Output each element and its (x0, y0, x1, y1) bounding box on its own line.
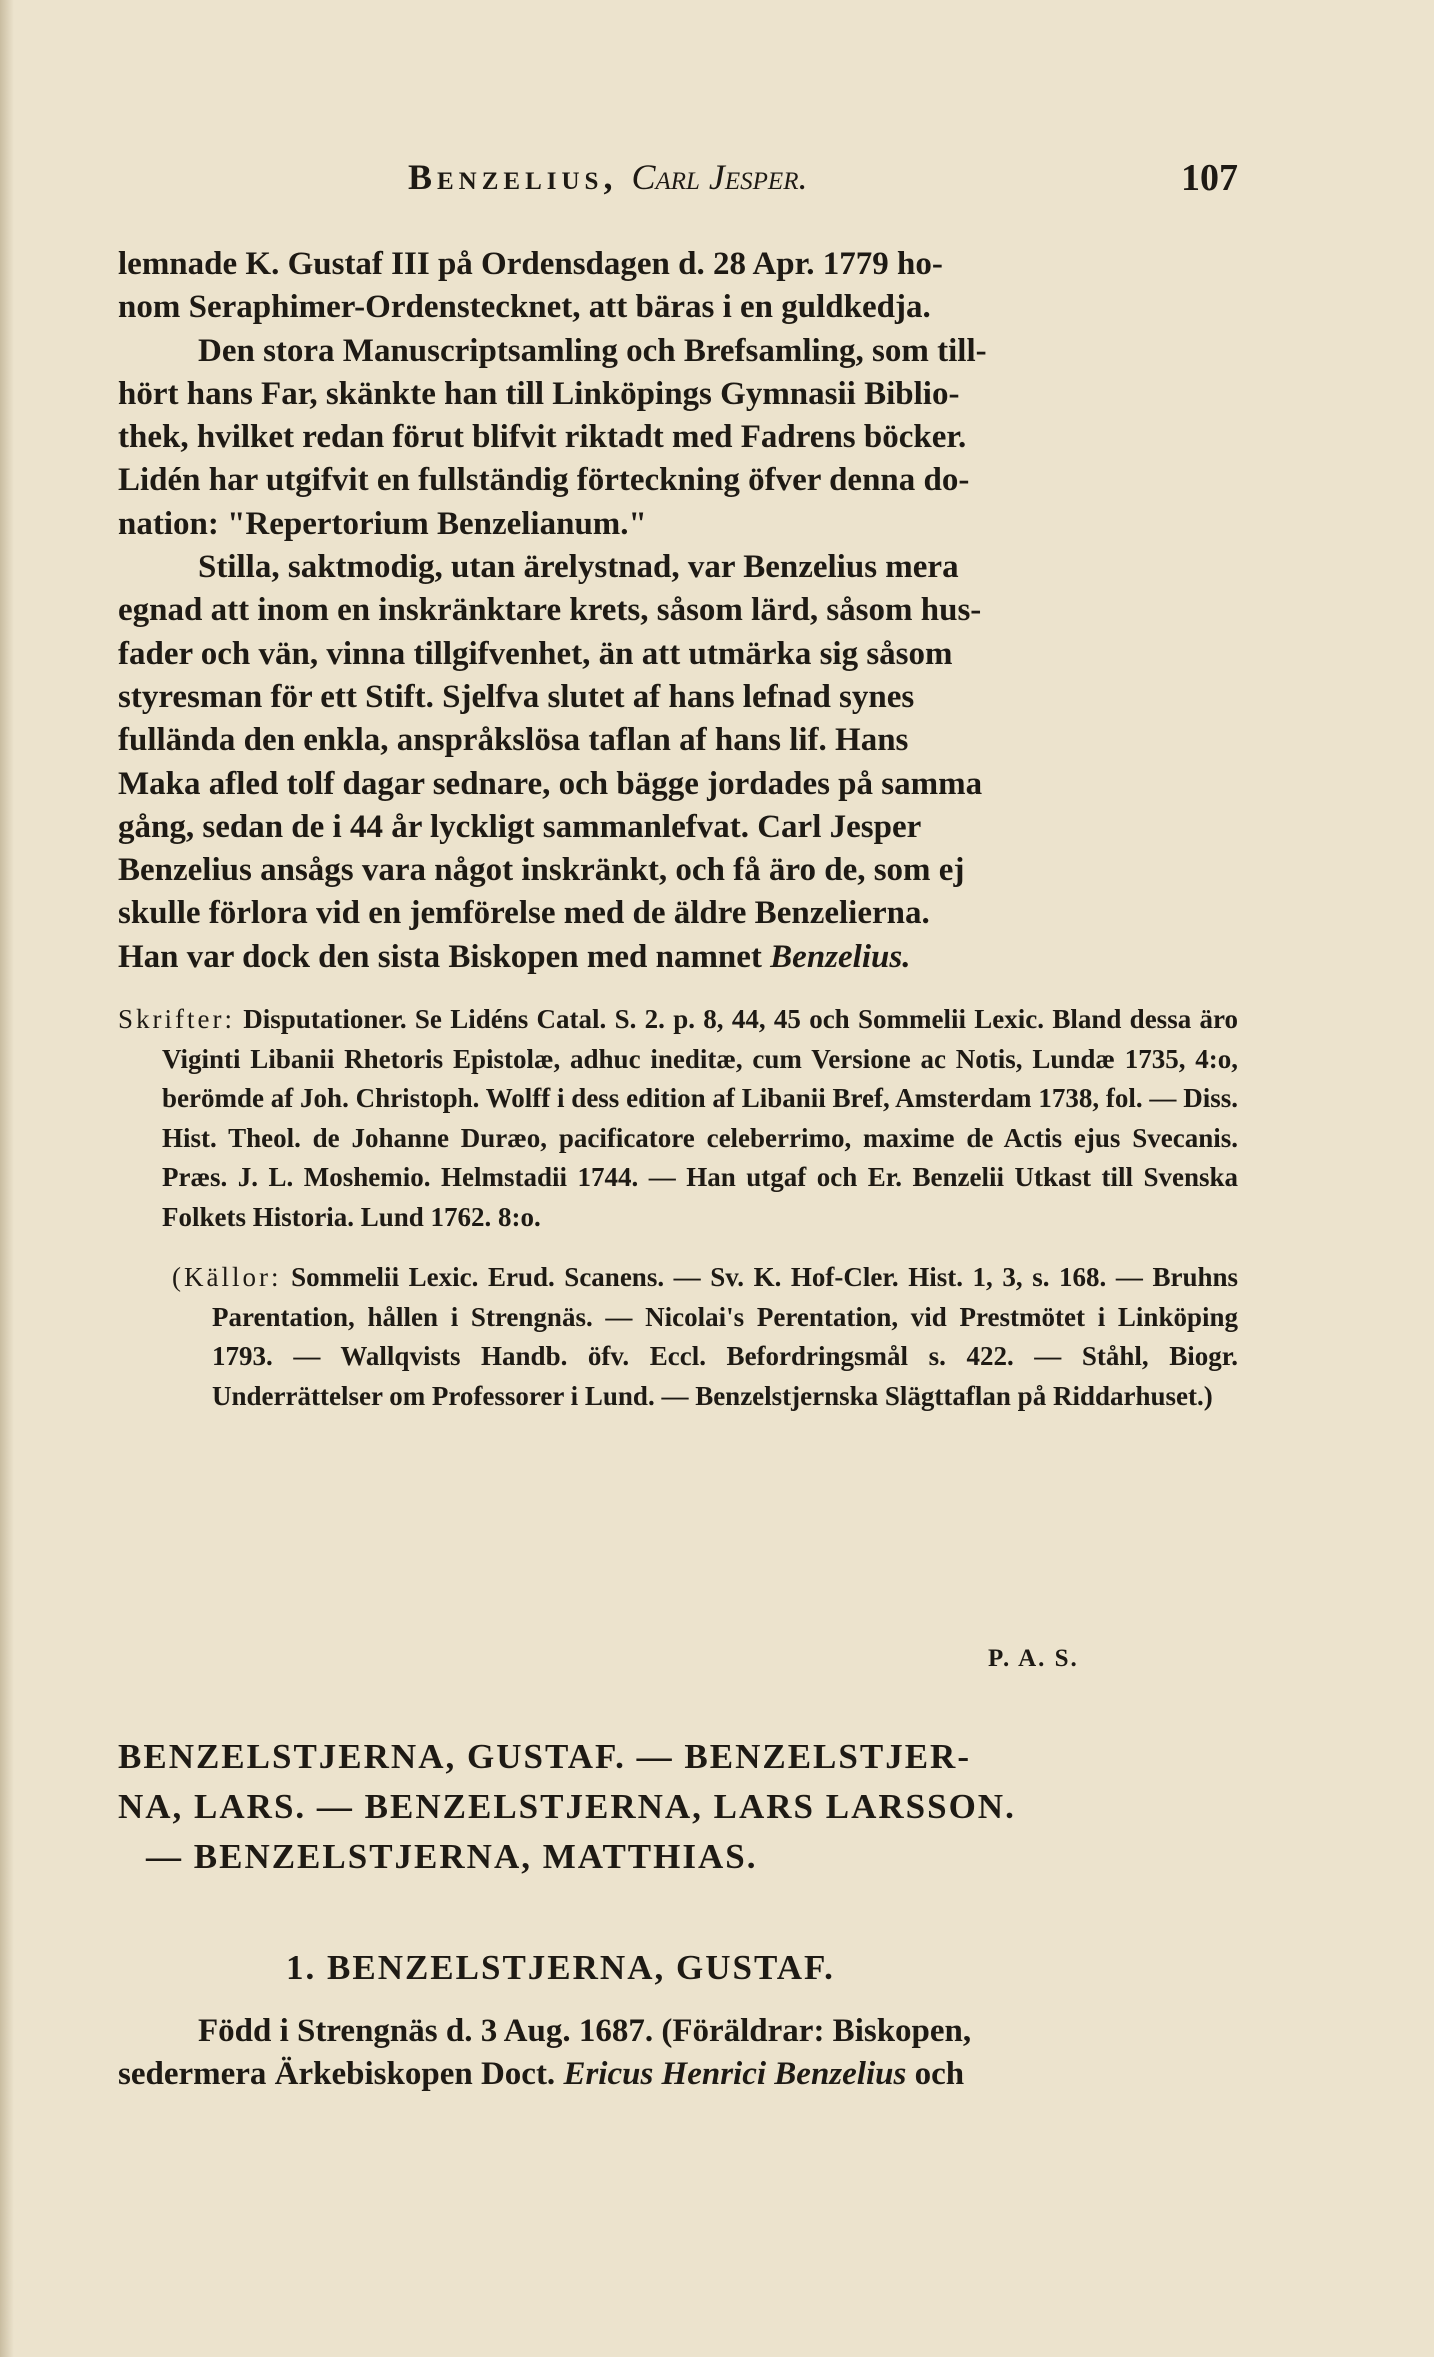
text-line: Född i Strengnäs d. 3 Aug. 1687. (Föräldrar: Biskopen, (198, 2013, 972, 2049)
text-line-last (118, 936, 1238, 979)
text-line: Den stora Manuscriptsamling och Brefsamling, som till- (198, 332, 987, 369)
text-line: nation: "Repertorium Benzelianum." (118, 505, 647, 542)
sources-label: (Källor: (172, 1262, 282, 1292)
heading-line: BENZELSTJERNA, GUSTAF. — BENZELSTJER- (118, 1737, 971, 1776)
text-line: styresman för ett Stift. Sjelfva slutet af hans lefnad synes (118, 678, 915, 715)
text-line: Lidén har utgifvit en fullständig förteckning öfver denna do- (118, 462, 970, 499)
sub-heading: 1. BENZELSTJERNA, GUSTAF. (286, 1948, 835, 1987)
book-page (118, 0, 1238, 2357)
running-head-title (408, 156, 807, 198)
text-line: skulle förlora vid en jemförelse med de äldre Benzelierna. (118, 895, 930, 932)
text-line: nom Seraphimer-Ordenstecknet, att bäras i en guldkedja. (118, 289, 931, 326)
italic-name: Benzelius. (770, 938, 911, 975)
text-line: Maka afled tolf dagar sednare, och bägge jordades på samma (118, 765, 983, 802)
running-head (118, 156, 1238, 206)
sources-text: Sommelii Lexic. Erud. Scanens. — Sv. K. Hof-Cler. Hist. 1, 3, s. 168. — Bruhns Parentation, hållen i Strengnäs. — Nicolai's Perentation, vid Prestmötet i Linköping 1793. — Wallqvists Handb. öfv. Eccl. Befordringsmål s. 422. — Ståhl, Biogr. Underrättelser om Professorer i Lund. — Benzelstjernska Slägttaflan på Riddarhuset.) (212, 1262, 1239, 1411)
text-line-span: Han var dock den sista Biskopen med namnet (118, 938, 762, 975)
writings-label: Skrifter: (118, 1004, 235, 1034)
text-line: gång, sedan de i 44 år lyckligt sammanlefvat. Carl Jesper (118, 808, 922, 845)
text-line: egnad att inom en inskränktare krets, såsom lärd, såsom hus- (118, 592, 982, 629)
author-signature: P. A. S. (988, 1645, 1079, 1672)
text-line: fullända den enkla, anspråkslösa taflan af hans lif. Hans (118, 722, 909, 759)
running-head-surname: Benzelius, (408, 157, 618, 197)
italic-name: Ericus Henrici Benzelius (563, 2056, 907, 2092)
text-line: hört hans Far, skänkte han till Linköpings Gymnasii Biblio- (118, 375, 960, 412)
notes-section (118, 1000, 1238, 1416)
page-edge-shadow (0, 0, 14, 2357)
page-number: 107 (1181, 157, 1238, 199)
text-line (118, 2053, 1238, 2096)
text-span: sedermera Ärkebiskopen Doct. (118, 2056, 556, 2092)
heading-line: NA, LARS. — BENZELSTJERNA, LARS LARSSON. (118, 1787, 1016, 1826)
sources-note (118, 1258, 1238, 1416)
text-line: Stilla, saktmodig, utan ärelystnad, var Benzelius mera (198, 549, 959, 586)
running-head-name: Carl Jesper. (631, 157, 808, 197)
writings-note (118, 1000, 1238, 1237)
text-line: Benzelius ansågs vara något inskränkt, och få äro de, som ej (118, 852, 965, 889)
text-line: fader och vän, vinna tillgifvenhet, än att utmärka sig såsom (118, 635, 953, 672)
text-line: lemnade K. Gustaf III på Ordensdagen d. 28 Apr. 1779 ho- (118, 246, 943, 282)
text-span: och (914, 2056, 965, 2092)
heading-line: — BENZELSTJERNA, MATTHIAS. (146, 1837, 758, 1876)
section-heading (118, 1732, 1238, 1882)
entry-text (118, 2010, 1238, 2096)
text-line: thek, hvilket redan förut blifvit riktadt med Fadrens böcker. (118, 419, 967, 456)
writings-text: Disputationer. Se Lidéns Catal. S. 2. p. 8, 44, 45 och Sommelii Lexic. Bland dessa äro Viginti Libanii Rhetoris Epistolæ, adhuc ineditæ, cum Versione ac Notis, Lundæ 1735, 4:o, berömde af Joh. Christoph. Wolff i dess edition af Libanii Bref, Amsterdam 1738, fol. — Diss. Hist. Theol. de Johanne Duræo, pacificatore celeberrimo, maxime de Actis ejus Svecanis. Præs. J. L. Moshemio. Helmstadii 1744. — Han utgaf och Er. Benzelii Utkast till Svenska Folkets Historia. Lund 1762. 8:o. (162, 1004, 1239, 1232)
main-text (118, 243, 1238, 979)
